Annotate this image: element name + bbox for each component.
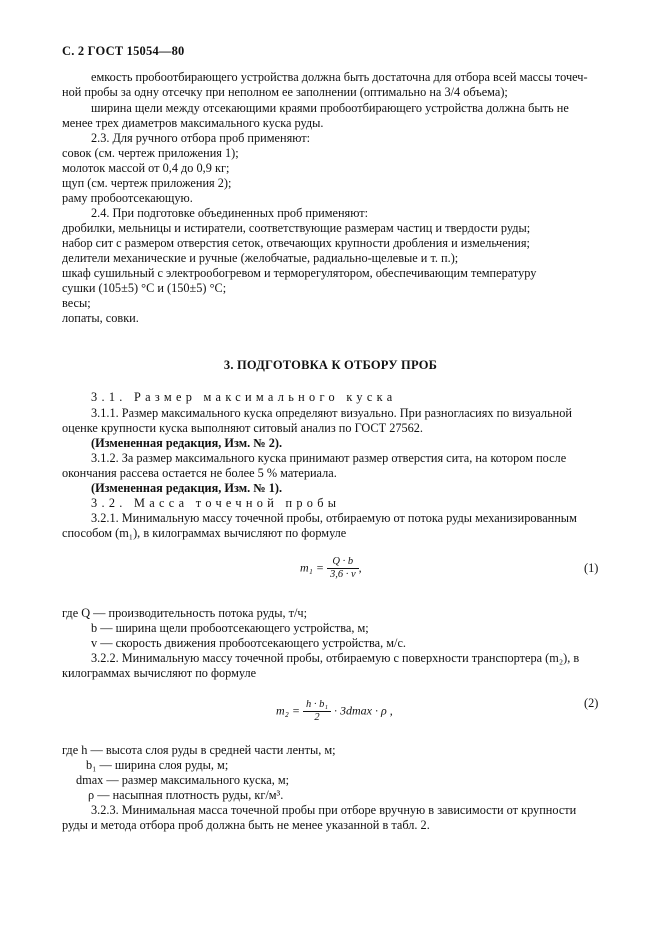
text-line: сушки (105±5) °С и (150±5) °С; [62, 281, 227, 295]
text-line: 2.4. При подготовке объединенных проб применяют: [91, 206, 369, 220]
text-line: совок (см. чертеж приложения 1); [62, 146, 239, 160]
formula-1-numerator: Q · b [327, 556, 359, 569]
text-line: щуп (см. чертеж приложения 2); [62, 176, 232, 190]
text-line: делители механические и ручные (желобчатые, радиально-щелевые и т. п.); [62, 251, 459, 265]
text-line: 3.1.2. За размер максимального куска принимают размер отверстия сита, на котором после [91, 451, 567, 465]
formula-2-numerator: h · b₁ [303, 699, 331, 712]
definition-line: где h — высота слоя руды в средней части ленты, м; [62, 743, 336, 757]
formula-2 [276, 699, 393, 724]
formula-1 [300, 556, 362, 581]
text-line: 3.1.1. Размер максимального куска определяют визуально. При разногласиях по визуальной [91, 406, 572, 420]
definition-line: dmax — размер максимального куска, м; [76, 773, 290, 787]
text-line: набор сит с размером отверстия сеток, отвечающих крупности дробления и измельчения; [62, 236, 530, 250]
text-line: руды и метода отбора проб должна быть не менее указанной в табл. 2. [62, 818, 430, 832]
page-header: С. 2 ГОСТ 15054—80 [62, 44, 185, 58]
text-line: ной пробы за одну отсечку при неполном ее заполнении (оптимально на 3/4 объема); [62, 85, 508, 99]
text-line: дробилки, мельницы и истиратели, соответствующие размерам частиц и твердости руды; [62, 221, 531, 235]
text-line: способом (m₁), в килограммах вычисляют по формуле [62, 526, 347, 540]
subsection-heading: 3.1. Размер максимального куска [91, 390, 397, 404]
text-line: шкаф сушильный с электрообогревом и терморегулятором, обеспечивающим температуру [62, 266, 537, 280]
text-line: молоток массой от 0,4 до 0,9 кг; [62, 161, 230, 175]
text-line: ширина щели между отсекающими краями пробоотбирающего устройства должна быть не [91, 101, 569, 115]
text-line: килограммах вычисляют по формуле [62, 666, 257, 680]
text-line: окончания рассева остается не более 5 % материала. [62, 466, 337, 480]
definition-line: b — ширина щели пробоотсекающего устройства, м; [91, 621, 369, 635]
text-line: 3.2.3. Минимальная масса точечной пробы при отборе вручную в зависимости от крупности [91, 803, 577, 817]
formula-2-number: (2) [584, 696, 599, 710]
formula-2-denominator: 2 [314, 712, 320, 723]
section-title: 3. ПОДГОТОВКА К ОТБОРУ ПРОБ [223, 358, 438, 372]
definition-line: ρ — насыпная плотность руды, кг/м³. [88, 788, 284, 802]
formula-1-number: (1) [584, 561, 599, 575]
text-line: оценке крупности куска выполняют ситовый анализ по ГОСТ 27562. [62, 421, 424, 435]
formula-1-tail: , [358, 560, 362, 575]
definition-line: где Q — производительность потока руды, т/ч; [62, 606, 308, 620]
formula-2-lhs: m₂ = [276, 703, 300, 718]
subsection-heading: 3.2. Масса точечной пробы [91, 496, 341, 510]
formula-1-lhs: m₁ = [300, 560, 324, 575]
formula-1-fraction [327, 556, 359, 581]
text-line: менее трех диаметров максимального куска руды. [62, 116, 324, 130]
text-line: 3.2.1. Минимальную массу точечной пробы, отбираемую от потока руды механизированным [91, 511, 577, 525]
definition-line: b₁ — ширина слоя руды, м; [86, 758, 229, 772]
text-line: 2.3. Для ручного отбора проб применяют: [91, 131, 311, 145]
text-line: емкость пробоотбирающего устройства должна быть достаточна для отбора всей массы точеч- [91, 70, 588, 84]
amendment-note: (Измененная редакция, Изм. № 2). [91, 436, 283, 450]
text-line: раму пробоотсекающую. [62, 191, 193, 205]
formula-2-fraction [303, 699, 331, 724]
formula-1-denominator: 3,6 · v [329, 569, 356, 580]
formula-2-tail: · 3dmax · ρ , [333, 703, 393, 718]
text-line: весы; [62, 296, 91, 310]
text-line: лопаты, совки. [62, 311, 139, 325]
definition-line: v — скорость движения пробоотсекающего устройства, м/с. [91, 636, 406, 650]
amendment-note: (Измененная редакция, Изм. № 1). [91, 481, 283, 495]
text-line: 3.2.2. Минимальную массу точечной пробы, отбираемую с поверхности транспортера (m₂), в [91, 651, 580, 665]
